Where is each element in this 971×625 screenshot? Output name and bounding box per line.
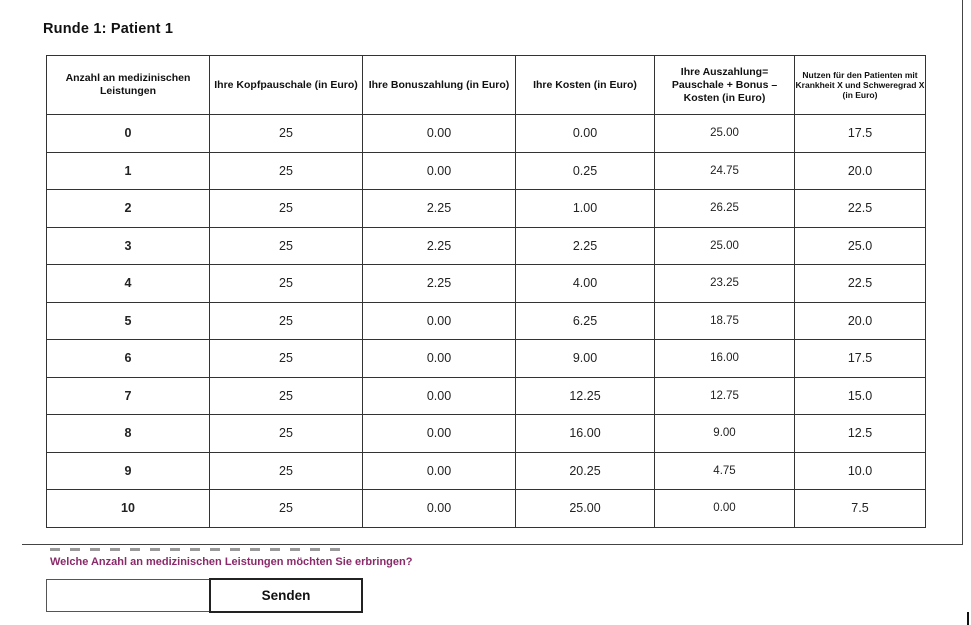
cell-patient-benefit: 12.5 — [795, 415, 926, 453]
cell-capitation: 25 — [210, 265, 363, 303]
cell-services: 9 — [47, 452, 210, 490]
table-row — [47, 190, 926, 228]
cell-payout: 26.25 — [655, 190, 795, 228]
cell-patient-benefit: 17.5 — [795, 340, 926, 378]
cell-costs: 16.00 — [516, 415, 655, 453]
cell-services: 4 — [47, 265, 210, 303]
cell-costs: 20.25 — [516, 452, 655, 490]
cell-patient-benefit: 20.0 — [795, 152, 926, 190]
table-row — [47, 490, 926, 528]
cell-costs: 9.00 — [516, 340, 655, 378]
header-patient-benefit: Nutzen für den Patienten mit Krankheit X und Schweregrad X (in Euro) — [795, 56, 926, 115]
cell-costs: 1.00 — [516, 190, 655, 228]
cell-bonus: 0.00 — [363, 115, 516, 153]
cell-costs: 4.00 — [516, 265, 655, 303]
cell-capitation: 25 — [210, 490, 363, 528]
cell-bonus: 0.00 — [363, 452, 516, 490]
cell-capitation: 25 — [210, 377, 363, 415]
header-services: Anzahl an medizinischen Leistungen — [47, 56, 210, 115]
submit-button[interactable]: Senden — [209, 578, 363, 613]
cell-bonus: 2.25 — [363, 227, 516, 265]
table-row — [47, 152, 926, 190]
table-body — [47, 115, 926, 528]
cell-bonus: 0.00 — [363, 377, 516, 415]
cell-payout: 18.75 — [655, 302, 795, 340]
cell-patient-benefit: 20.0 — [795, 302, 926, 340]
cell-patient-benefit: 17.5 — [795, 115, 926, 153]
header-bonus: Ihre Bonuszahlung (in Euro) — [363, 56, 516, 115]
cell-patient-benefit: 25.0 — [795, 227, 926, 265]
cell-services: 1 — [47, 152, 210, 190]
question-label: Welche Anzahl an medizinischen Leistungen möchten Sie erbringen? — [50, 556, 413, 568]
cell-costs: 0.25 — [516, 152, 655, 190]
cell-capitation: 25 — [210, 115, 363, 153]
table-row — [47, 265, 926, 303]
table-row — [47, 302, 926, 340]
divider — [50, 548, 345, 551]
cell-payout: 16.00 — [655, 340, 795, 378]
cell-services: 10 — [47, 490, 210, 528]
cell-services: 8 — [47, 415, 210, 453]
table-row — [47, 227, 926, 265]
table-row — [47, 340, 926, 378]
cell-payout: 23.25 — [655, 265, 795, 303]
table-row — [47, 415, 926, 453]
cell-bonus: 0.00 — [363, 152, 516, 190]
cell-patient-benefit: 10.0 — [795, 452, 926, 490]
table-row — [47, 377, 926, 415]
cell-capitation: 25 — [210, 152, 363, 190]
header-payout: Ihre Auszahlung= Pauschale + Bonus – Kosten (in Euro) — [655, 56, 795, 115]
cell-bonus: 0.00 — [363, 302, 516, 340]
header-row — [47, 56, 926, 115]
header-capitation: Ihre Kopfpauschale (in Euro) — [210, 56, 363, 115]
cell-costs: 6.25 — [516, 302, 655, 340]
cell-costs: 12.25 — [516, 377, 655, 415]
cell-payout: 24.75 — [655, 152, 795, 190]
cell-capitation: 25 — [210, 452, 363, 490]
cell-bonus: 2.25 — [363, 190, 516, 228]
table-row — [47, 452, 926, 490]
cell-capitation: 25 — [210, 340, 363, 378]
cell-services: 2 — [47, 190, 210, 228]
cell-bonus: 0.00 — [363, 415, 516, 453]
cell-patient-benefit: 15.0 — [795, 377, 926, 415]
payoff-table — [46, 55, 926, 528]
cell-payout: 25.00 — [655, 227, 795, 265]
cell-capitation: 25 — [210, 415, 363, 453]
cell-costs: 25.00 — [516, 490, 655, 528]
cell-payout: 9.00 — [655, 415, 795, 453]
services-input[interactable] — [46, 579, 210, 612]
cell-services: 5 — [47, 302, 210, 340]
cell-patient-benefit: 22.5 — [795, 265, 926, 303]
cell-bonus: 2.25 — [363, 265, 516, 303]
cell-capitation: 25 — [210, 302, 363, 340]
header-costs: Ihre Kosten (in Euro) — [516, 56, 655, 115]
cell-patient-benefit: 7.5 — [795, 490, 926, 528]
cell-payout: 4.75 — [655, 452, 795, 490]
cell-costs: 0.00 — [516, 115, 655, 153]
cell-services: 6 — [47, 340, 210, 378]
cell-payout: 0.00 — [655, 490, 795, 528]
cell-costs: 2.25 — [516, 227, 655, 265]
cell-bonus: 0.00 — [363, 490, 516, 528]
cell-payout: 25.00 — [655, 115, 795, 153]
cell-capitation: 25 — [210, 227, 363, 265]
text-cursor — [967, 612, 969, 625]
cell-services: 7 — [47, 377, 210, 415]
cell-payout: 12.75 — [655, 377, 795, 415]
cell-services: 0 — [47, 115, 210, 153]
cell-services: 3 — [47, 227, 210, 265]
cell-capitation: 25 — [210, 190, 363, 228]
cell-bonus: 0.00 — [363, 340, 516, 378]
table-row — [47, 115, 926, 153]
page-title: Runde 1: Patient 1 — [43, 21, 174, 37]
cell-patient-benefit: 22.5 — [795, 190, 926, 228]
